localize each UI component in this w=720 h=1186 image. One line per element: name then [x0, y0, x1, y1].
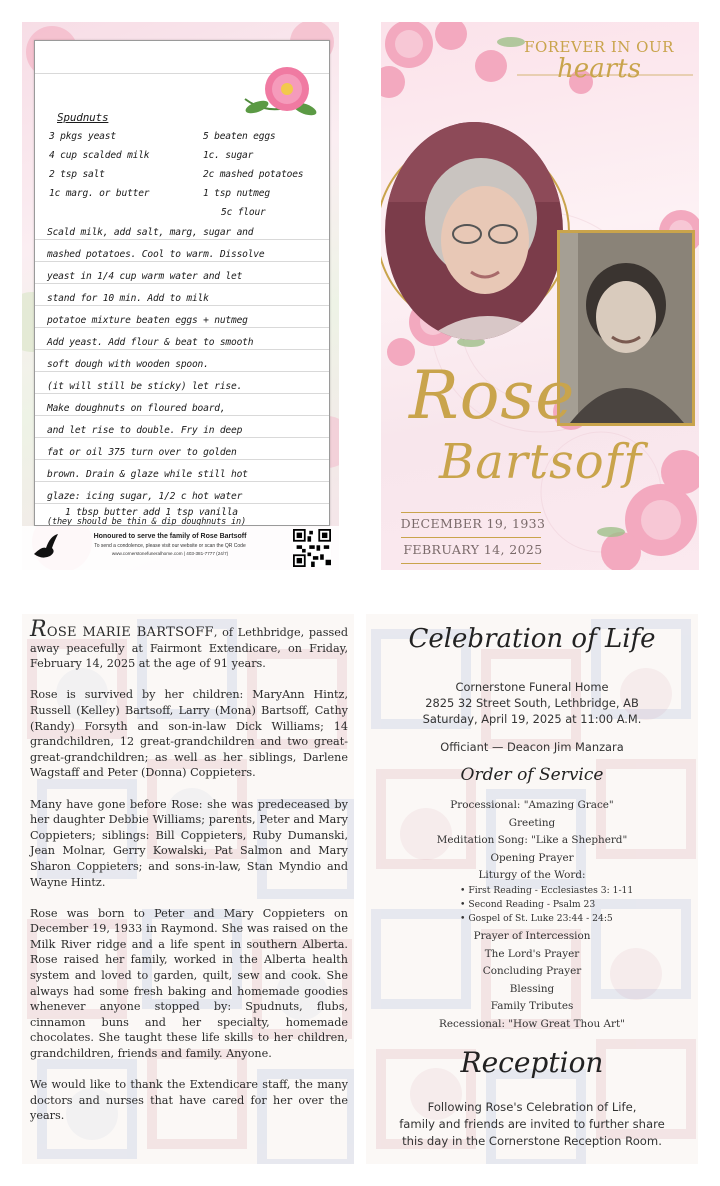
ingredient-left: 1c marg. or butter: [49, 188, 150, 199]
order-item: Greeting: [508, 817, 556, 829]
celebration-of-life-title: Celebration of Life: [408, 624, 656, 654]
recipe-step: stand for 10 min. Add to milk: [47, 293, 209, 304]
obituary-text: [30, 617, 348, 1140]
reading-item: • Gospel of St. Luke 23:44 - 24:5: [460, 913, 613, 924]
dove-icon: [32, 532, 60, 562]
venue-name: Cornerstone Funeral Home: [455, 680, 609, 694]
recipe-step: mashed potatoes. Cool to warm. Dissolve: [47, 249, 265, 260]
qr-code-icon[interactable]: [293, 529, 331, 567]
service-panel: [366, 614, 698, 1164]
ingredient-left: 3 pkgs yeast: [49, 131, 116, 142]
portrait-photo-recent: [385, 122, 563, 340]
ingredient-right: 2c mashed potatoes: [203, 169, 304, 180]
deceased-first-name: Rose: [409, 357, 576, 434]
recipe-step: Make doughnuts on floured board,: [47, 403, 226, 414]
order-item: Meditation Song: "Like a Shepherd": [436, 834, 628, 846]
venue-address: 2825 32 Street South, Lethbridge, AB: [425, 696, 639, 710]
recipe-step: fat or oil 375 turn over to golden: [47, 447, 237, 458]
recipe-footer: [22, 526, 339, 570]
order-item: Concluding Prayer: [482, 965, 582, 977]
reception-text: Following Rose's Celebration of Life,: [427, 1100, 637, 1114]
ingredient-left: 2 tsp salt: [49, 169, 105, 180]
order-item: The Lord's Prayer: [484, 948, 580, 960]
reception-text: family and friends are invited to further share: [399, 1117, 665, 1131]
obituary-name: [30, 617, 214, 642]
recipe-title: Spudnuts: [57, 111, 109, 124]
footer-contact-link[interactable]: www.cornerstonefuneralhome.com | 403-381-7777 (24/7): [111, 551, 229, 556]
recipe-step: potatoe mixture beaten eggs + nutmeg: [47, 315, 248, 326]
order-item: Processional: "Amazing Grace": [450, 799, 614, 811]
death-date: FEBRUARY 14, 2025: [403, 542, 543, 557]
hearts-heading: hearts: [557, 54, 641, 84]
date-divider: [401, 512, 541, 513]
reading-item: • First Reading - Ecclesiastes 3: 1-11: [460, 885, 634, 896]
recipe-step: yeast in 1/4 cup warm water and let: [47, 271, 243, 282]
birth-date: DECEMBER 19, 1933: [400, 516, 546, 531]
obituary-survived-paragraph: Rose is survived by her children: MaryAnn Hintz, Russell (Kelley) Bartsoff, Larry (Mona) Bartsoff, Cathy (Randy) Forsyth and son-in-law Dick Williams; 14 grandchildren, 12 great-grandchildren and two great-great-grandchildren; as well as her siblings, Darlene Wagstaff and Peter (Donna) Coppieters.: [30, 688, 348, 780]
reception-text: this day in the Cornerstone Reception Room.: [402, 1134, 662, 1148]
obituary-name-initial: R: [30, 617, 47, 642]
order-item: Family Tributes: [490, 1000, 574, 1012]
reception-title: Reception: [460, 1046, 604, 1079]
recipe-step: 1 tbsp butter add 1 tsp vanilla: [65, 507, 238, 518]
rose-flower-icon: [235, 59, 325, 123]
obituary-intro-paragraph: [30, 617, 348, 672]
footer-condolence-text: To send a condolence, please visit our website or scan the QR Code: [94, 543, 246, 549]
recipe-step: (it will still be sticky) let rise.: [47, 381, 243, 392]
recipe-step: brown. Drain & glaze while still hot: [47, 469, 248, 480]
ingredient-left: 4 cup scalded milk: [49, 150, 150, 161]
obituary-name-rest: OSE MARIE BARTSOFF: [46, 625, 214, 640]
forever-heading: FOREVER IN OUR: [524, 38, 674, 56]
order-item: Opening Prayer: [490, 852, 574, 864]
deceased-last-name: Bartsoff: [439, 434, 643, 490]
recipe-step: Add yeast. Add flour & beat to smooth: [47, 337, 254, 348]
order-of-service-title: Order of Service: [460, 765, 604, 785]
recipe-panel: [22, 22, 339, 570]
order-item: Recessional: "How Great Thou Art": [439, 1018, 625, 1030]
order-item: Liturgy of the Word:: [478, 869, 586, 881]
service-datetime: Saturday, April 19, 2025 at 11:00 A.M.: [422, 712, 642, 726]
obituary-predeceased-paragraph: Many have gone before Rose: she was predeceased by her daughter Debbie Williams; parents, Peter and Mary Coppieters; siblings: Bill Coppieters, Ruby Dumanski, Jean Molnar, Gerry Kowalski, Pat Salmon and Mary Sharon Coppieters; and sons-in-law, Stan Myndio and Wayne Hintz.: [30, 797, 348, 889]
recipe-step: glaze: icing sugar, 1/2 c hot water: [47, 491, 243, 502]
obituary-panel: [22, 614, 354, 1164]
recipe-card: [34, 40, 330, 526]
ingredient-right: 1c. sugar: [203, 150, 254, 161]
reading-item: • Second Reading - Psalm 23: [460, 899, 596, 910]
date-divider: [401, 537, 541, 538]
recipe-step: Scald milk, add salt, marg, sugar and: [47, 227, 254, 238]
obituary-intro: , of Lethbridge, passed away peacefully at Fairmont Extendicare, on Friday, February 14, 2025 at the age of 91 years.: [30, 626, 348, 671]
order-item: Prayer of Intercession: [473, 930, 591, 942]
recipe-step: and let rise to double. Fry in deep: [47, 425, 243, 436]
recipe-step: (they should be thin & dip doughnuts in): [47, 517, 246, 526]
cover-panel: [381, 22, 699, 570]
footer-honour-text: Honoured to serve the family of Rose Bartsoff: [93, 533, 247, 540]
portrait-photo-young: [557, 230, 695, 426]
recipe-step: soft dough with wooden spoon.: [47, 359, 209, 370]
ingredient-right: 5 beaten eggs: [203, 131, 276, 142]
obituary-life-paragraph: Rose was born to Peter and Mary Coppieters on December 19, 1933 in Raymond. She was raised on the Milk River ridge and a life spent in southern Alberta. Rose raised her family, worked in the Alberta health system and loved to garden, quilt, sew and cook. She always had some fresh baking and homemade goodies whenever anyone stopped by: Spudnuts, flubs, cinnamon buns and her specialty, homemade chocolates. She taught these life skills to her children, grandchildren, friends and family. Anyone.: [30, 906, 348, 1061]
order-item: Blessing: [509, 983, 555, 995]
officiant: Officiant — Deacon Jim Manzara: [440, 740, 624, 754]
date-divider: [401, 563, 541, 564]
ingredient-right: 1 tsp nutmeg: [203, 188, 270, 199]
obituary-thanks-paragraph: We would like to thank the Extendicare staff, the many doctors and nurses that have cared for her over the years.: [30, 1078, 348, 1123]
ingredient-right: 5c flour: [221, 207, 266, 218]
